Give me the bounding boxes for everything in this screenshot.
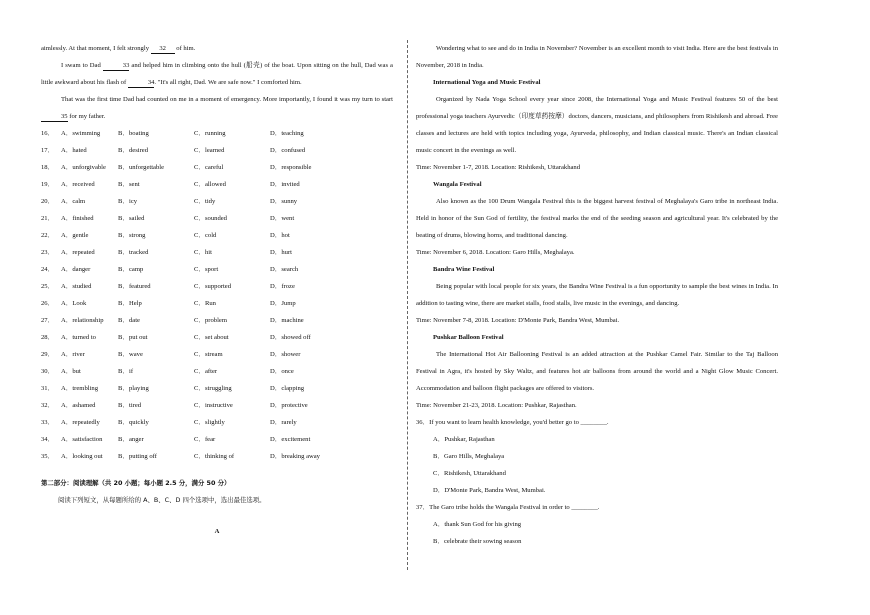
option-d[interactable]: D．breaking away <box>270 453 320 460</box>
option-number: 34． <box>41 436 55 443</box>
option-a[interactable]: A．river <box>61 351 85 358</box>
option-number: 22． <box>41 232 55 239</box>
part2-title: 第二部分：阅读理解（共 20 小题；每小题 2.5 分，满分 50 分） <box>41 479 231 487</box>
question-option[interactable]: B．Garo Hills, Meghalaya <box>433 453 505 460</box>
option-b[interactable]: B．sent <box>118 181 140 188</box>
option-row <box>41 363 393 380</box>
option-b[interactable]: B．wave <box>118 351 143 358</box>
option-b[interactable]: B．tracked <box>118 249 149 256</box>
option-b[interactable]: B．strong <box>118 232 146 239</box>
option-number: 31． <box>41 385 55 392</box>
option-a[interactable]: A．Look <box>61 300 87 307</box>
option-c[interactable]: C．after <box>194 368 218 375</box>
option-row <box>41 193 393 210</box>
festival-time: Time: November 21-23, 2018. Location: Pushkar, Rajasthan. <box>416 402 577 409</box>
option-b[interactable]: B．date <box>118 317 140 324</box>
option-d[interactable]: D．confused <box>270 147 306 154</box>
option-number: 35． <box>41 453 55 460</box>
option-b[interactable]: B．sailed <box>118 215 145 222</box>
option-a[interactable]: A．hated <box>61 147 87 154</box>
option-number: 21． <box>41 215 55 222</box>
festival-body: Being popular with local people for six years, the Bandra Wine Festival is a fun opportunity to sample the best wines in India. In addition to tasting wine, there are market stalls, food stalls, live music in the evenings, and dancing. <box>416 283 778 307</box>
question-36: 36．If you want to learn health knowledge, you'd better go to ________. <box>416 419 609 426</box>
festival-title: Bandra Wine Festival <box>433 266 495 273</box>
option-number: 18． <box>41 164 55 171</box>
option-number: 28． <box>41 334 55 341</box>
paragraph-continuation: aimlessly. At that moment, I felt strongly 32 of him. <box>41 45 196 52</box>
option-a[interactable]: A．repeatedly <box>61 419 100 426</box>
option-row <box>41 312 393 329</box>
option-c[interactable]: C．stream <box>194 351 223 358</box>
blank-35[interactable]: 35 <box>41 112 68 122</box>
option-c[interactable]: C．thinking of <box>194 453 235 460</box>
option-number: 19． <box>41 181 55 188</box>
option-a[interactable]: A．studied <box>61 283 92 290</box>
option-number: 33． <box>41 419 55 426</box>
option-row <box>41 142 393 159</box>
option-c[interactable]: C．hit <box>194 249 212 256</box>
option-number: 25． <box>41 283 55 290</box>
option-a[interactable]: A．unforgivable <box>61 164 106 171</box>
option-c[interactable]: C．allowed <box>194 181 226 188</box>
option-b[interactable]: B．putting off <box>118 453 157 460</box>
festival-time: Time: November 1-7, 2018. Location: Rishikesh, Uttarakhand <box>416 164 581 171</box>
option-b[interactable]: B．Help <box>118 300 142 307</box>
column-divider <box>407 40 408 570</box>
question-option[interactable]: D．D'Monte Park, Bandra West, Mumbai. <box>433 487 546 494</box>
option-row <box>41 244 393 261</box>
option-number: 24． <box>41 266 55 273</box>
festival-title: Wangala Festival <box>433 181 482 188</box>
option-b[interactable]: B．if <box>118 368 134 375</box>
option-c[interactable]: C．careful <box>194 164 224 171</box>
question-option[interactable]: A．thank Sun God for his giving <box>433 521 522 528</box>
option-d[interactable]: D．invited <box>270 181 300 188</box>
option-row <box>41 210 393 227</box>
festival-body: The International Hot Air Ballooning Festival is an added attraction at the Pushkar Camel Fair. Similar to the Taj Balloon Festival in Agra, it's hosted by Sky Waltz, and features hot air balloons from around the world and a Night Glow Music Concert. Accommodation and balloon flight packages are offered to visitors. <box>416 351 778 392</box>
question-option[interactable]: C．Rishikesh, Uttarakhand <box>433 470 506 477</box>
option-d[interactable]: D．hurt <box>270 249 292 256</box>
option-d[interactable]: D．froze <box>270 283 295 290</box>
option-a[interactable]: A．received <box>61 181 95 188</box>
option-a[interactable]: A．trembling <box>61 385 98 392</box>
option-c[interactable]: C．running <box>194 130 226 137</box>
option-row <box>41 159 393 176</box>
option-b[interactable]: B．camp <box>118 266 144 273</box>
option-c[interactable]: C．sounded <box>194 215 227 222</box>
left-column <box>41 40 393 540</box>
option-number: 32． <box>41 402 55 409</box>
option-b[interactable]: B．featured <box>118 283 151 290</box>
option-c[interactable]: C．problem <box>194 317 227 324</box>
option-c[interactable]: C．Run <box>194 300 216 307</box>
festival-time: Time: November 6, 2018. Location: Garo Hills, Meghalaya. <box>416 249 575 256</box>
option-a[interactable]: A．repeated <box>61 249 95 256</box>
option-b[interactable]: B．icy <box>118 198 138 205</box>
blank-34[interactable]: 34 <box>128 78 155 88</box>
option-a[interactable]: A．swimming <box>61 130 101 137</box>
option-row <box>41 414 393 431</box>
option-number: 30． <box>41 368 55 375</box>
passage-label: A <box>214 528 220 535</box>
option-d[interactable]: D．sunny <box>270 198 298 205</box>
option-d[interactable]: D．teaching <box>270 130 304 137</box>
option-d[interactable]: D．shower <box>270 351 301 358</box>
option-number: 20． <box>41 198 55 205</box>
option-number: 17． <box>41 147 55 154</box>
part2-instructions: 阅读下列短文，从每题所给的 A、B、C、D 四个选项中，选出最佳选项。 <box>58 496 266 504</box>
blank-33[interactable]: 33 <box>103 61 130 71</box>
option-row <box>41 125 393 142</box>
festival-body: Also known as the 100 Drum Wangala Festival this is the biggest harvest festival of Meghalaya's Garo tribe in northeast India. Held in honor of the Sun God of fertility, the festival marks the end of the seeding season and agricultural year. It's celebrated by the beating of drums, blowing horns, and traditional dancing. <box>416 198 778 239</box>
option-d[interactable]: D．search <box>270 266 299 273</box>
option-row <box>41 346 393 363</box>
option-a[interactable]: A．but <box>61 368 81 375</box>
option-a[interactable]: A．relationship <box>61 317 104 324</box>
option-row <box>41 295 393 312</box>
option-d[interactable]: D．machine <box>270 317 304 324</box>
question-option[interactable]: B．celebrate their sowing season <box>433 538 522 545</box>
option-b[interactable]: B．unforgettable <box>118 164 165 171</box>
option-row <box>41 397 393 414</box>
festival-body: Organized by Nada Yoga School every year since 2008, the International Yoga and Music Festival features 50 of the best professional yoga teachers Ayurvedic（印度草药按摩）doctors, dancers, musicians, and philosophers from Rishikesh and abroad. Free classes and lectures are held with topics including yoga, Ayurveda, philosophy, and Indian classical music. There's an Indian classical music concert in the evenings as well. <box>416 96 778 154</box>
option-c[interactable]: C．cold <box>194 232 217 239</box>
question-37: 37．The Garo tribe holds the Wangala Festival in order to ________. <box>416 504 600 511</box>
option-d[interactable]: D．responsible <box>270 164 312 171</box>
option-d[interactable]: D．excitement <box>270 436 311 443</box>
option-row <box>41 380 393 397</box>
option-d[interactable]: D．once <box>270 368 294 375</box>
blank-32[interactable]: 32 <box>151 44 175 54</box>
option-c[interactable]: C．slightly <box>194 419 225 426</box>
paragraph-first-time: That was the first time Dad had counted on me in a moment of emergency. More importantly, I found it was my turn to start 35 for my father. <box>41 91 393 125</box>
option-d[interactable]: D．rarely <box>270 419 297 426</box>
option-row <box>41 176 393 193</box>
option-row <box>41 431 393 448</box>
option-a[interactable]: A．gentle <box>61 232 89 239</box>
question-option[interactable]: A．Pushkar, Rajasthan <box>433 436 495 443</box>
option-a[interactable]: A．danger <box>61 266 91 273</box>
option-d[interactable]: D．Jump <box>270 300 296 307</box>
option-number: 27． <box>41 317 55 324</box>
option-c[interactable]: C．learned <box>194 147 225 154</box>
option-b[interactable]: B．playing <box>118 385 149 392</box>
option-c[interactable]: C．instructive <box>194 402 233 409</box>
option-row <box>41 448 393 465</box>
option-row <box>41 329 393 346</box>
option-b[interactable]: B．boating <box>118 130 149 137</box>
options-list <box>41 125 393 465</box>
option-c[interactable]: C．struggling <box>194 385 232 392</box>
festival-time: Time: November 7-8, 2018. Location: D'Monte Park, Bandra West, Mumbai. <box>416 317 620 324</box>
option-d[interactable]: D．clapping <box>270 385 305 392</box>
option-b[interactable]: B．anger <box>118 436 144 443</box>
option-c[interactable]: C．set about <box>194 334 229 341</box>
option-b[interactable]: B．quickly <box>118 419 149 426</box>
paragraph-swim: I swam to Dad 33 and helped him in climbing onto the hull (船壳) of the boat. Upon sitting on the hull, Dad was a little awkward about his flash of 34. "It's all right, Dad. We are safe now." I comforted him. <box>41 62 393 86</box>
option-b[interactable]: B．desired <box>118 147 149 154</box>
option-number: 16． <box>41 130 55 137</box>
option-c[interactable]: C．fear <box>194 436 216 443</box>
option-c[interactable]: C．supported <box>194 283 231 290</box>
option-a[interactable]: A．ashamed <box>61 402 96 409</box>
option-row <box>41 261 393 278</box>
option-c[interactable]: C．sport <box>194 266 219 273</box>
option-d[interactable]: D．showed off <box>270 334 311 341</box>
festival-title: Pushkar Balloon Festival <box>433 334 504 341</box>
option-b[interactable]: B．tired <box>118 402 142 409</box>
right-column <box>416 40 778 550</box>
intro-paragraph: Wondering what to see and do in India in November? November is an excellent month to visit India. Here are the best festivals in November, 2018 in India. <box>416 45 778 69</box>
option-row <box>41 278 393 295</box>
option-c[interactable]: C．tidy <box>194 198 216 205</box>
festival-title: International Yoga and Music Festival <box>433 79 541 86</box>
option-a[interactable]: A．looking out <box>61 453 103 460</box>
option-a[interactable]: A．finished <box>61 215 94 222</box>
option-b[interactable]: B．put out <box>118 334 148 341</box>
option-number: 26． <box>41 300 55 307</box>
option-a[interactable]: A．turned to <box>61 334 96 341</box>
option-row <box>41 227 393 244</box>
option-d[interactable]: D．hot <box>270 232 290 239</box>
option-d[interactable]: D．went <box>270 215 295 222</box>
option-a[interactable]: A．satisfaction <box>61 436 103 443</box>
option-number: 29． <box>41 351 55 358</box>
option-number: 23． <box>41 249 55 256</box>
option-d[interactable]: D．protective <box>270 402 308 409</box>
option-a[interactable]: A．calm <box>61 198 86 205</box>
